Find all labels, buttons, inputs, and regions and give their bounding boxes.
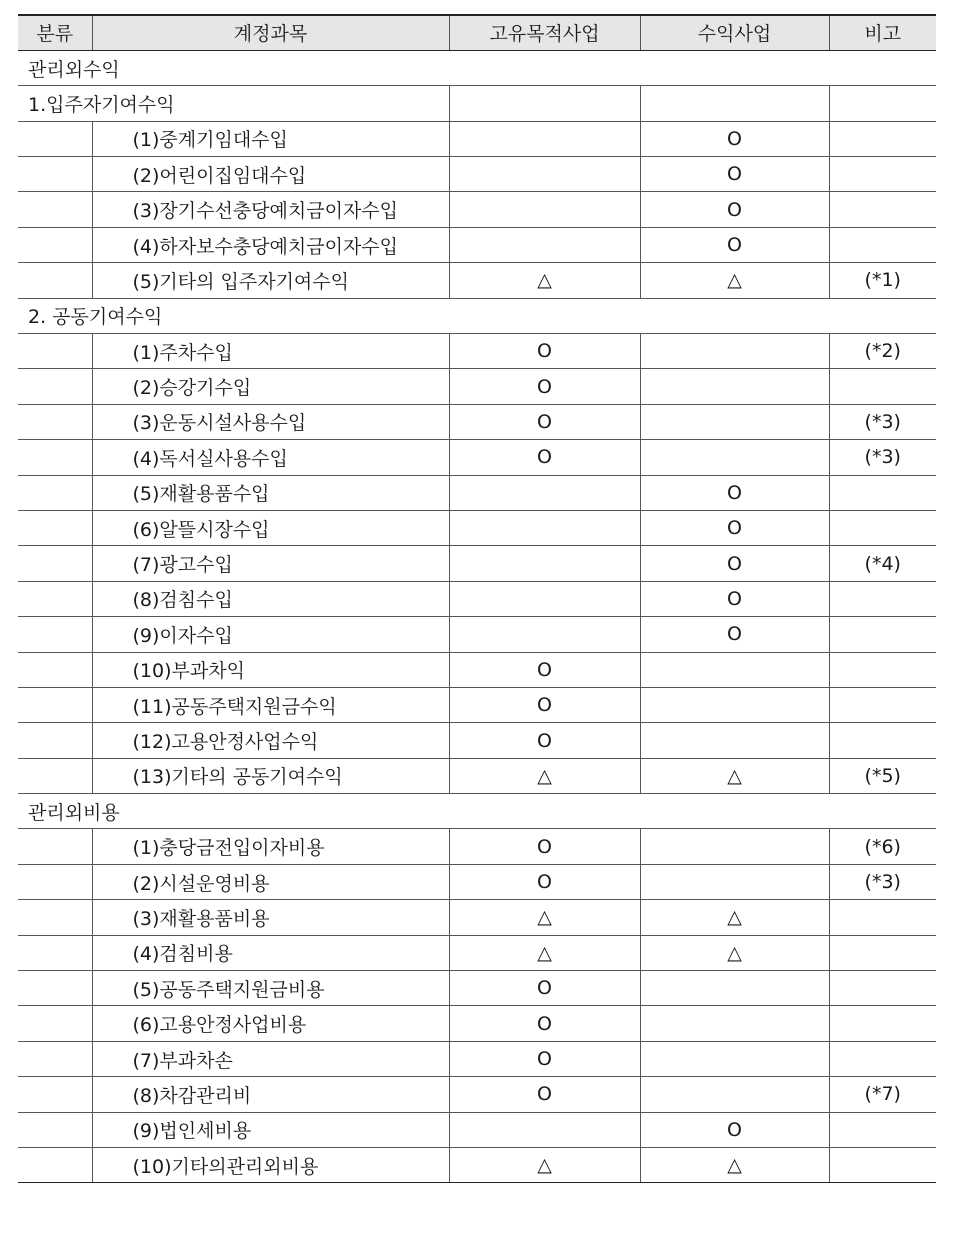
own-purpose-cell [449,121,640,156]
profit-business-cell [640,1006,829,1041]
account-classification-table [18,14,936,1183]
category-cell [18,900,92,935]
profit-business-cell: △ [640,900,829,935]
header-row [18,15,936,50]
note-cell [829,475,936,510]
note-cell [829,192,936,227]
profit-cell [640,86,829,121]
category-cell [18,192,92,227]
header-category: 분류 [18,15,92,50]
own-purpose-cell: △ [449,935,640,970]
table-row [18,475,936,510]
category-cell [18,935,92,970]
own-purpose-cell: △ [449,758,640,793]
category-cell [18,617,92,652]
profit-business-cell [640,369,829,404]
own-purpose-cell [449,617,640,652]
account-cell: (12)고용안정사업수익 [92,723,449,758]
profit-business-cell: O [640,192,829,227]
note-cell [829,581,936,616]
category-cell [18,121,92,156]
account-cell: (1)충당금전입이자비용 [92,829,449,864]
own-purpose-cell: O [449,829,640,864]
profit-business-cell: O [640,475,829,510]
own-purpose-cell [449,581,640,616]
group-row [18,298,936,333]
profit-business-cell: O [640,546,829,581]
group-row [18,794,936,829]
category-cell [18,971,92,1006]
table-row [18,864,936,899]
profit-business-cell: O [640,510,829,545]
note-cell: (*2) [829,334,936,369]
account-cell: (13)기타의 공동기여수익 [92,758,449,793]
group-label: 관리외비용 [18,794,936,829]
profit-business-cell [640,440,829,475]
profit-business-cell: O [640,157,829,192]
account-cell: (2)어린이집임대수입 [92,157,449,192]
account-cell: (10)부과차익 [92,652,449,687]
account-cell: (4)검침비용 [92,935,449,970]
note-cell: (*7) [829,1077,936,1112]
profit-business-cell [640,864,829,899]
own-purpose-cell: O [449,1006,640,1041]
table-row [18,1006,936,1041]
note-cell [829,723,936,758]
table-row [18,900,936,935]
profit-business-cell: O [640,617,829,652]
note-cell [829,971,936,1006]
own-purpose-cell: O [449,334,640,369]
account-cell: (3)장기수선충당예치금이자수입 [92,192,449,227]
category-cell [18,546,92,581]
own-purpose-cell: △ [449,1148,640,1183]
category-cell [18,1148,92,1183]
note-cell: (*3) [829,440,936,475]
profit-business-cell: △ [640,263,829,298]
table-row [18,652,936,687]
account-cell: (6)고용안정사업비용 [92,1006,449,1041]
category-cell [18,227,92,262]
profit-business-cell [640,829,829,864]
group-label: 관리외수익 [18,50,936,85]
note-cell [829,935,936,970]
own-purpose-cell [449,227,640,262]
own-purpose-cell: O [449,369,640,404]
own-purpose-cell [449,510,640,545]
category-cell [18,263,92,298]
account-cell: (5)공동주택지원금비용 [92,971,449,1006]
note-cell [829,687,936,722]
note-cell [829,157,936,192]
section-row [18,86,936,121]
table-row [18,829,936,864]
note-cell [829,227,936,262]
profit-business-cell: O [640,121,829,156]
table-row [18,935,936,970]
table-row [18,121,936,156]
account-cell: (9)이자수입 [92,617,449,652]
own-purpose-cell [449,1112,640,1147]
own-purpose-cell: △ [449,900,640,935]
profit-business-cell: O [640,227,829,262]
table-row [18,157,936,192]
note-cell: (*5) [829,758,936,793]
account-cell: (8)검침수입 [92,581,449,616]
profit-business-cell [640,723,829,758]
note-cell: (*3) [829,864,936,899]
category-cell [18,687,92,722]
category-cell [18,475,92,510]
table-row [18,263,936,298]
category-cell [18,723,92,758]
table-row [18,617,936,652]
category-cell [18,157,92,192]
account-cell: (2)승강기수입 [92,369,449,404]
profit-business-cell: O [640,1112,829,1147]
category-cell [18,369,92,404]
own-purpose-cell: △ [449,263,640,298]
note-cell [829,1148,936,1183]
own-purpose-cell: O [449,1077,640,1112]
profit-business-cell [640,687,829,722]
table-row [18,227,936,262]
group-label: 2. 공동기여수익 [18,298,936,333]
account-cell: (11)공동주택지원금수익 [92,687,449,722]
category-cell [18,404,92,439]
profit-business-cell: O [640,581,829,616]
table-row [18,1077,936,1112]
header-profit-business: 수익사업 [640,15,829,50]
own-cell [449,86,640,121]
account-cell: (2)시설운영비용 [92,864,449,899]
own-purpose-cell [449,192,640,227]
note-cell: (*1) [829,263,936,298]
profit-business-cell: △ [640,758,829,793]
own-purpose-cell: O [449,723,640,758]
note-cell [829,617,936,652]
account-cell: (4)하자보수충당예치금이자수입 [92,227,449,262]
category-cell [18,1041,92,1076]
category-cell [18,440,92,475]
category-cell [18,864,92,899]
table-row [18,1148,936,1183]
own-purpose-cell: O [449,652,640,687]
profit-business-cell: △ [640,935,829,970]
account-cell: (1)주차수입 [92,334,449,369]
note-cell [829,510,936,545]
own-purpose-cell: O [449,1041,640,1076]
table-row [18,510,936,545]
account-cell: (7)광고수입 [92,546,449,581]
table-row [18,581,936,616]
account-cell: (10)기타의관리외비용 [92,1148,449,1183]
account-cell: (7)부과차손 [92,1041,449,1076]
category-cell [18,758,92,793]
account-cell: (3)재활용품비용 [92,900,449,935]
note-cell [829,1006,936,1041]
category-cell [18,581,92,616]
profit-business-cell [640,404,829,439]
header-own-purpose: 고유목적사업 [449,15,640,50]
category-cell [18,1077,92,1112]
table-row [18,687,936,722]
account-cell: (6)알뜰시장수입 [92,510,449,545]
profit-business-cell [640,334,829,369]
table-row [18,971,936,1006]
own-purpose-cell [449,475,640,510]
account-cell: (5)기타의 입주자기여수익 [92,263,449,298]
table-row [18,723,936,758]
own-purpose-cell: O [449,440,640,475]
group-row [18,50,936,85]
note-cell [829,1041,936,1076]
category-cell [18,1006,92,1041]
own-purpose-cell: O [449,404,640,439]
profit-business-cell [640,971,829,1006]
note-cell [829,369,936,404]
category-cell [18,510,92,545]
account-cell: (1)중계기임대수입 [92,121,449,156]
table-row [18,192,936,227]
table-row [18,1112,936,1147]
account-cell: (9)법인세비용 [92,1112,449,1147]
own-purpose-cell: O [449,864,640,899]
account-cell: (5)재활용품수입 [92,475,449,510]
category-cell [18,652,92,687]
account-cell: (8)차감관리비 [92,1077,449,1112]
note-cell [829,121,936,156]
table-row [18,1041,936,1076]
note-cell: (*4) [829,546,936,581]
header-account: 계정과목 [92,15,449,50]
note-cell [829,1112,936,1147]
section-label: 1.입주자기여수익 [18,86,449,121]
profit-business-cell [640,652,829,687]
account-cell: (4)독서실사용수입 [92,440,449,475]
note-cell: (*6) [829,829,936,864]
category-cell [18,829,92,864]
profit-business-cell: △ [640,1148,829,1183]
table-row [18,440,936,475]
note-cell [829,652,936,687]
profit-business-cell [640,1041,829,1076]
note-cell: (*3) [829,404,936,439]
own-purpose-cell [449,546,640,581]
table-row [18,404,936,439]
note-cell [829,900,936,935]
own-purpose-cell: O [449,971,640,1006]
note-cell [829,86,936,121]
account-cell: (3)운동시설사용수입 [92,404,449,439]
header-note: 비고 [829,15,936,50]
category-cell [18,334,92,369]
table-row [18,369,936,404]
table-row [18,546,936,581]
table-row [18,758,936,793]
category-cell [18,1112,92,1147]
profit-business-cell [640,1077,829,1112]
own-purpose-cell: O [449,687,640,722]
table-row [18,334,936,369]
own-purpose-cell [449,157,640,192]
